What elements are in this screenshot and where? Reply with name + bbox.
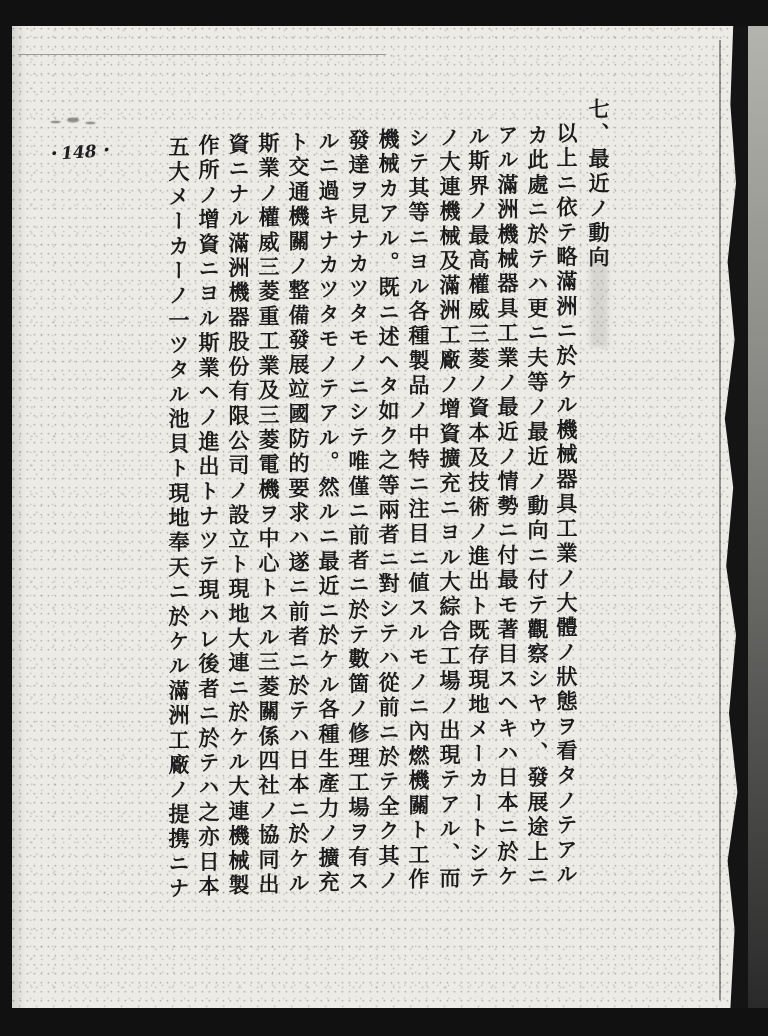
text-column-14: 五大メーカーノ一ツタル池貝ト現地奉天ニ於ケル滿洲工廠ノ提携ニナ [166, 136, 191, 902]
text-column-9: ルニ過キナカツタモノテアル。然ルニ最近ニ於ケル各種生產力ノ擴充 [316, 130, 341, 896]
text-column-4: ル斯界ノ最高權威三菱ノ資本及技術ノ進出ト既存現地メーカートシテ [466, 125, 491, 891]
text-column-3: アル滿洲機械器具工業ノ最近ノ情勢ニ付最モ著目スヘキハ日本ニ於ケ [495, 124, 520, 890]
text-column-10: ト交通機關ノ整備發展竝國防的要求ハ遂ニ前者ニ於テハ日本ニ於ケル [286, 131, 311, 897]
page-number-note: ・148・ [43, 140, 115, 166]
text-column-5: ノ大連機械及滿洲工廠ノ增資擴充ニヨル大綜合工場ノ出現テアル、而 [437, 126, 462, 892]
text-column-1: 以上ニ依テ略滿洲ニ於ケル機械器具工業ノ大體ノ狀態ヲ看タノテアル [554, 122, 579, 888]
binding-outer-edge [748, 26, 768, 1008]
text-column-8: 發達ヲ見ナカツタモノニシテ唯僅ニ前者ニ於テ數箇ノ修理工場ヲ有ス [346, 129, 371, 895]
text-column-12: 資ニナル滿洲機器股份有限公司ノ設立ト現地大連ニ於ケル大連機械製 [226, 133, 251, 899]
section-heading: 七、最近ノ動向 [586, 98, 611, 271]
text-column-6: シテ其等ニヨル各種製品ノ中特ニ注目ニ値スルモノニ內燃機關ト工作 [406, 127, 431, 893]
text-column-7: 機械カアル。既ニ述ヘタ如ク之等兩者ニ對シテハ從前ニ於テ全ク其ノ [376, 128, 401, 894]
text-column-11: 斯業ノ權威三菱重工業及三菱電機ヲ中心トスル三菱關係四社ノ協同出 [256, 132, 281, 898]
stamp-mark [44, 112, 102, 132]
text-column-13: 作所ノ增資ニヨル斯業ヘノ進出トナツテ現ハレ後者ニ於テハ之亦日本 [196, 134, 221, 900]
binding-crease [719, 40, 721, 1000]
header-rule [18, 54, 386, 55]
text-column-2: カ此處ニ於テハ更ニ夫等ノ最近ノ動向ニ付テ觀察シヤウ、發展途上ニ [525, 124, 550, 890]
